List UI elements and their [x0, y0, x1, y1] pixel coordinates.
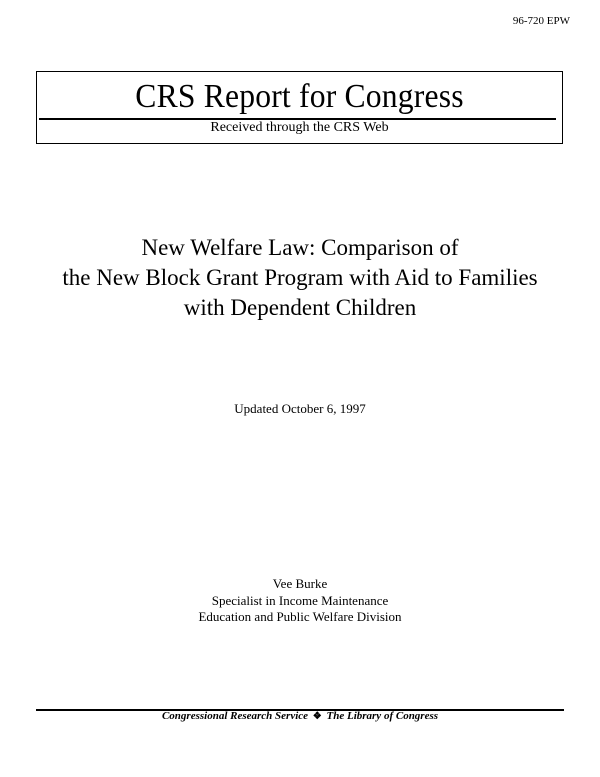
footer-crs: Congressional Research Service [161, 710, 309, 722]
diamond-icon: ❖ [312, 711, 322, 722]
header-box [36, 71, 563, 144]
title-line-1: New Welfare Law: Comparison of [141, 235, 459, 260]
report-number: 96-720 EPW [512, 15, 570, 27]
footer [0, 710, 600, 722]
author-position: Specialist in Income Maintenance [211, 592, 389, 608]
document-date: Updated October 6, 1997 [234, 401, 366, 416]
author-block [0, 576, 600, 626]
header-title: CRS Report for Congress [135, 78, 464, 115]
header-subtitle: Received through the CRS Web [210, 120, 389, 135]
title-line-2: the New Block Grant Program with Aid to Families [62, 265, 538, 290]
author-division: Education and Public Welfare Division [198, 609, 402, 624]
title-line-3: with Dependent Children [183, 295, 417, 320]
footer-loc: The Library of Congress [326, 710, 439, 722]
document-title [0, 233, 600, 323]
author-name: Vee Burke [272, 576, 328, 591]
